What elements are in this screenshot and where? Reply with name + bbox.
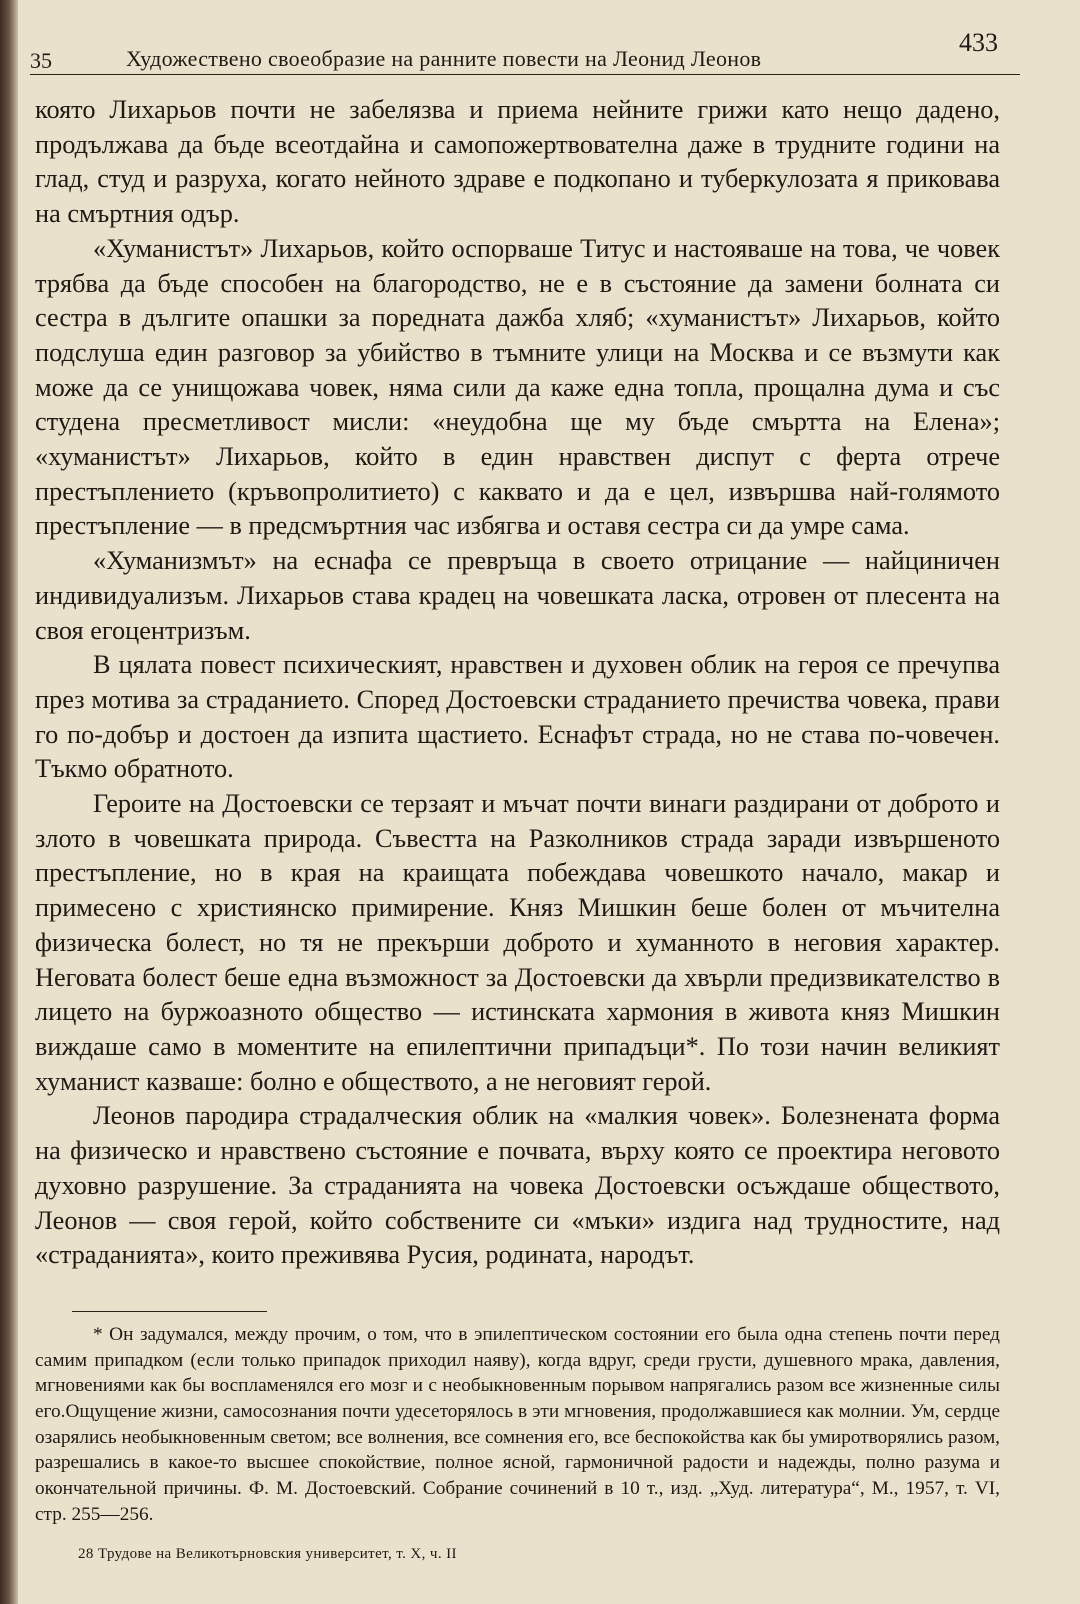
page-binding-edge — [0, 0, 18, 1604]
paragraph-3: «Хуманизмът» на еснафа се превръща в своето отрицание — найциничен индивидуализъм. Лихарьов става крадец на човешката ласка, отровен от плесента на своя егоцентризъм. — [35, 546, 1000, 645]
footnote: * Он задумался, между прочим, о том, что в эпилептическом состоянии его была одна степень почти перед самим припадком (если только припадок приходил наяву), когда вдруг, среди грусти, душевного мрака, давления, мгновениями как бы воспламенялся его мозг и с необыкновенным порывом напрягались разом все жизненные силы его.Ощущение жизни, самосознания почти удесеторялось в эти мгновения, продолжавшиеся как молнии. Ум, сердце озарялись необыкновенным светом; все волнения, все сомнения его, все беспокойства как бы умиротворялись разом, разрешались в какое-то высшее спокойствие, полное ясной, гармоничной радости и надежды, полно разума и окончательной причины. Ф. М. Достоевский. Собрание сочинений в 10 т., изд. „Худ. литература“, М., 1957, т. VI, стр. 255—256. — [35, 1323, 1000, 1525]
paragraph-2: «Хуманистът» Лихарьов, който оспорваше Титус и настояваше на това, че човек трябва да бъде способен на благородство, не е в състояние да замени болната си сестра в дългите опашки за поредната дажба хляб; «хуманистът» Лихарьов, който подслуша един разговор за убийство в тъмните улици на Москва и се възмути как може да се унищожава човек, няма сили да каже една топла, прощална дума и със студена пресметливост мисли: «неудобна ще му бъде смъртта на Елена»; «хуманистът» Лихарьов, който в един нравствен диспут с ферта отрече престъплението (кръвопролитието) с каквато и да е цел, извършва най-голямото престъпление — в предсмъртния час избягва и оставя сестра си да умре сама. — [35, 233, 1000, 541]
paragraph-1: която Лихарьов почти не забелязва и приема нейните грижи като нещо дадено, продължава да бъде всеотдайна и самопожертвователна даже в трудните години на глад, студ и разруха, когато нейното здраве е подкопано и туберкулозата я приковава на смъртния одър. — [35, 95, 1000, 229]
body-text — [35, 93, 1000, 1273]
paragraph-4: В цялата повест психическият, нравствен и духовен облик на героя се пречупва през мотива за страданието. Според Достоевски страданието пречиства човека, прави го по-добър и достоен да изпита щастието. Еснафът страда, но не става по-човечен. Тъкмо обратното. — [35, 650, 1000, 784]
publication-imprint: 28 Трудове на Великотърновския университет, т. X, ч. II — [78, 1545, 457, 1562]
page-number: 433 — [959, 28, 998, 57]
running-head-left-number: 35 — [30, 48, 52, 73]
running-head-title: Художествено своеобразие на ранните повести на Леонид Леонов — [126, 46, 762, 71]
footnote-divider — [72, 1311, 267, 1312]
paragraph-5: Героите на Достоевски се терзаят и мъчат почти винаги раздирани от доброто и злото в човешката природа. Съвестта на Разколников страда заради извършеното престъпление, но в края на краищата побеждава човешкото начало, макар и примесено с християнско примирение. Княз Мишкин беше болен от мъчителна физическа болест, но тя не прекърши доброто и хуманното в неговия характер. Неговата болест беше една възможност за Достоевски да хвърли предизвикателство в лицето на буржоазното общество — истинската хармония в живота княз Мишкин виждаше само в моментите на епилептични припадъци*. По този начин великият хуманист казваше: болно е обществото, а не неговият герой. — [35, 789, 1000, 1096]
paragraph-6: Леонов пародира страдалческия облик на «малкия човек». Болезнената форма на физическо и нравствено състояние е почвата, върху която се проектира неговото духовно разрушение. За страданията на човека Достоевски осъждаше обществото, Леонов — своя герой, който собствените си «мъки» издига над трудностите, над «страданията», които преживява Русия, родината, народът. — [35, 1101, 1000, 1270]
book-page — [30, 22, 1060, 1592]
running-head — [30, 22, 1020, 75]
